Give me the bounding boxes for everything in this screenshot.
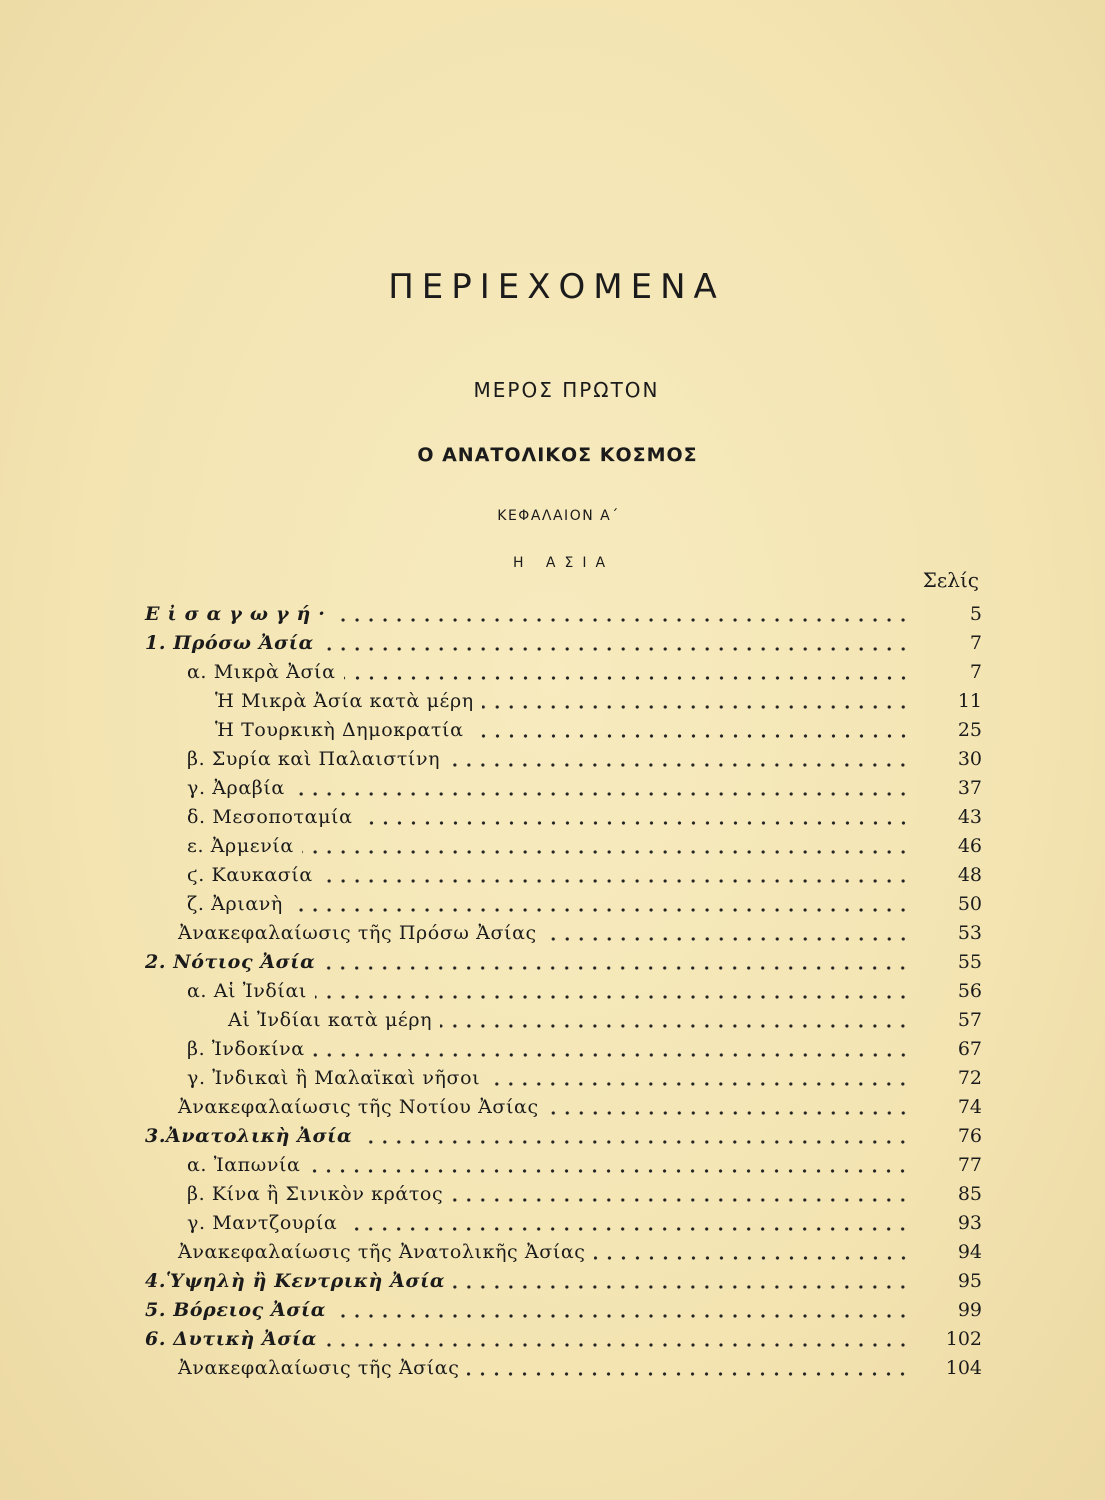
toc-entry <box>145 1093 982 1122</box>
dot-leader <box>334 1296 910 1325</box>
toc-entry-label: ζ. Ἀριανὴ <box>187 893 283 915</box>
toc-entry <box>145 803 982 832</box>
toc-entry-page: 94 <box>957 1241 982 1263</box>
dot-leader <box>308 1151 910 1180</box>
toc-entry-label: γ. Ἀραβία <box>187 777 285 799</box>
part-title: Ο ΑΝΑΤΟΛΙΚΟΣ ΚΟΣΜΟΣ <box>417 444 698 466</box>
toc-entry-label: Ἡ Μικρὰ Ἀσία κατὰ μέρη <box>215 690 474 712</box>
toc-entry-page: 55 <box>957 951 982 973</box>
toc-entry-label: Αἱ Ἰνδίαι κατὰ μέρη <box>228 1009 433 1031</box>
toc-entry-page: 93 <box>957 1212 982 1234</box>
toc-entry <box>145 1267 982 1296</box>
toc-entry-label: β. Κίνα ἢ Σινικὸν κράτος <box>187 1183 444 1205</box>
page-title: ΠΕΡΙΕΧΟΜΕΝΑ <box>388 267 725 307</box>
part-heading: ΜΕΡΟΣ ΠΡΩΤΟΝ <box>473 378 660 402</box>
toc-entry <box>145 1325 982 1354</box>
dot-leader <box>315 977 910 1006</box>
toc-entry <box>145 687 982 716</box>
toc-entry <box>145 1064 982 1093</box>
toc-entry-label: 6. Δυτικὴ Ἀσία <box>145 1328 317 1350</box>
dot-leader <box>472 716 910 745</box>
toc-entry-page: 11 <box>957 690 982 712</box>
dot-leader <box>325 1325 910 1354</box>
dot-leader <box>322 629 910 658</box>
toc-entry-label: 3.Ἀνατολικὴ Ἀσία <box>145 1125 353 1147</box>
toc-entry-page: 25 <box>957 719 982 741</box>
toc-entry-label: 4.Ὑψηλὴ ἢ Κεντρικὴ Ἀσία <box>145 1270 446 1292</box>
table-of-contents <box>145 600 982 1383</box>
dot-leader <box>594 1238 910 1267</box>
toc-entry-page: 72 <box>957 1067 982 1089</box>
toc-entry <box>145 919 982 948</box>
dot-leader <box>482 687 910 716</box>
toc-entry-label: γ. Ἰνδικαὶ ἢ Μαλαϊκαὶ νῆσοι <box>187 1067 481 1089</box>
toc-entry-page: 76 <box>957 1125 982 1147</box>
toc-entry-page: 57 <box>957 1009 982 1031</box>
toc-entry <box>145 1006 982 1035</box>
toc-entry-label: β. Συρία καὶ Παλαιστίνη <box>187 748 441 770</box>
toc-entry-label: ε. Ἀρμενία <box>187 835 294 857</box>
toc-entry <box>145 1238 982 1267</box>
toc-entry <box>145 977 982 1006</box>
dot-leader <box>321 861 910 890</box>
toc-entry-page: 67 <box>957 1038 982 1060</box>
dot-leader <box>293 774 910 803</box>
toc-entry-page: 7 <box>969 661 982 683</box>
toc-entry-label: α. Μικρὰ Ἀσία <box>187 661 336 683</box>
toc-entry-label: δ. Μεσοποταμία <box>187 806 353 828</box>
toc-entry-label: Εἰσαγωγή· <box>145 603 333 625</box>
toc-entry-page: 7 <box>969 632 982 654</box>
toc-entry <box>145 658 982 687</box>
toc-entry-label: γ. Μαντζουρία <box>187 1212 338 1234</box>
toc-entry <box>145 774 982 803</box>
toc-entry <box>145 1151 982 1180</box>
toc-entry-label: Ἀνακεφαλαίωσις τῆς Νοτίου Ἀσίας <box>178 1096 539 1118</box>
toc-entry-label: α. Αἱ Ἰνδίαι <box>187 980 307 1002</box>
dot-leader <box>302 832 910 861</box>
dot-leader <box>313 1035 910 1064</box>
toc-entry <box>145 861 982 890</box>
toc-entry <box>145 1354 982 1383</box>
toc-entry <box>145 1296 982 1325</box>
toc-entry-page: 99 <box>957 1299 982 1321</box>
toc-entry-label: Ἀνακεφαλαίωσις τῆς Ἀσίας <box>178 1357 460 1379</box>
dot-leader <box>360 1122 910 1151</box>
toc-entry-page: 50 <box>957 893 982 915</box>
toc-entry <box>145 1209 982 1238</box>
toc-entry <box>145 629 982 658</box>
dot-leader <box>344 658 910 687</box>
toc-entry-page: 5 <box>969 603 982 625</box>
toc-entry-page: 43 <box>957 806 982 828</box>
toc-entry-page: 30 <box>957 748 982 770</box>
dot-leader <box>547 1093 910 1122</box>
toc-entry-page: 53 <box>957 922 982 944</box>
toc-entry-page: 95 <box>957 1270 982 1292</box>
toc-entry <box>145 832 982 861</box>
toc-entry-page: 104 <box>945 1357 982 1379</box>
toc-entry-label: β. Ἰνδοκίνα <box>187 1038 305 1060</box>
toc-entry-page: 74 <box>957 1096 982 1118</box>
toc-entry <box>145 1122 982 1151</box>
dot-leader <box>448 745 910 774</box>
toc-entry <box>145 1180 982 1209</box>
toc-entry-page: 102 <box>945 1328 982 1350</box>
toc-entry-page: 77 <box>957 1154 982 1176</box>
dot-leader <box>451 1180 910 1209</box>
dot-leader <box>545 919 910 948</box>
toc-entry-label: Ἡ Τουρκικὴ Δημοκρατία <box>215 719 464 741</box>
toc-entry-label: 5. Βόρειος Ἀσία <box>145 1299 326 1321</box>
dot-leader <box>291 890 910 919</box>
toc-entry-page: 85 <box>957 1183 982 1205</box>
dot-leader <box>453 1267 910 1296</box>
toc-entry <box>145 948 982 977</box>
dot-leader <box>488 1064 910 1093</box>
toc-entry <box>145 890 982 919</box>
toc-entry <box>145 716 982 745</box>
dot-leader <box>467 1354 910 1383</box>
dot-leader <box>440 1006 910 1035</box>
toc-entry <box>145 600 982 629</box>
toc-entry-page: 37 <box>957 777 982 799</box>
dot-leader <box>323 948 910 977</box>
dot-leader <box>361 803 910 832</box>
chapter-heading: ΚΕΦΑΛΑΙΟΝ Α΄ <box>497 508 620 524</box>
toc-entry-page: 48 <box>957 864 982 886</box>
toc-entry-page: 56 <box>957 980 982 1002</box>
toc-entry <box>145 1035 982 1064</box>
chapter-title: Η ΑΣΙΑ <box>512 555 615 571</box>
toc-entry <box>145 745 982 774</box>
toc-entry-label: Ἀνακεφαλαίωσις τῆς Πρόσω Ἀσίας <box>178 922 537 944</box>
dot-leader <box>345 1209 910 1238</box>
toc-entry-page: 46 <box>957 835 982 857</box>
toc-entry-label: α. Ἰαπωνία <box>187 1154 301 1176</box>
toc-entry-label: 2. Νότιος Ἀσία <box>145 951 316 973</box>
toc-entry-label: Ἀνακεφαλαίωσις τῆς Ἀνατολικῆς Ἀσίας <box>178 1241 586 1263</box>
toc-entry-label: 1. Πρόσω Ἀσία <box>145 632 314 654</box>
toc-entry-label: ϛ. Καυκασία <box>187 864 313 886</box>
dot-leader <box>341 600 910 629</box>
page-column-label: Σελίς <box>922 568 979 592</box>
